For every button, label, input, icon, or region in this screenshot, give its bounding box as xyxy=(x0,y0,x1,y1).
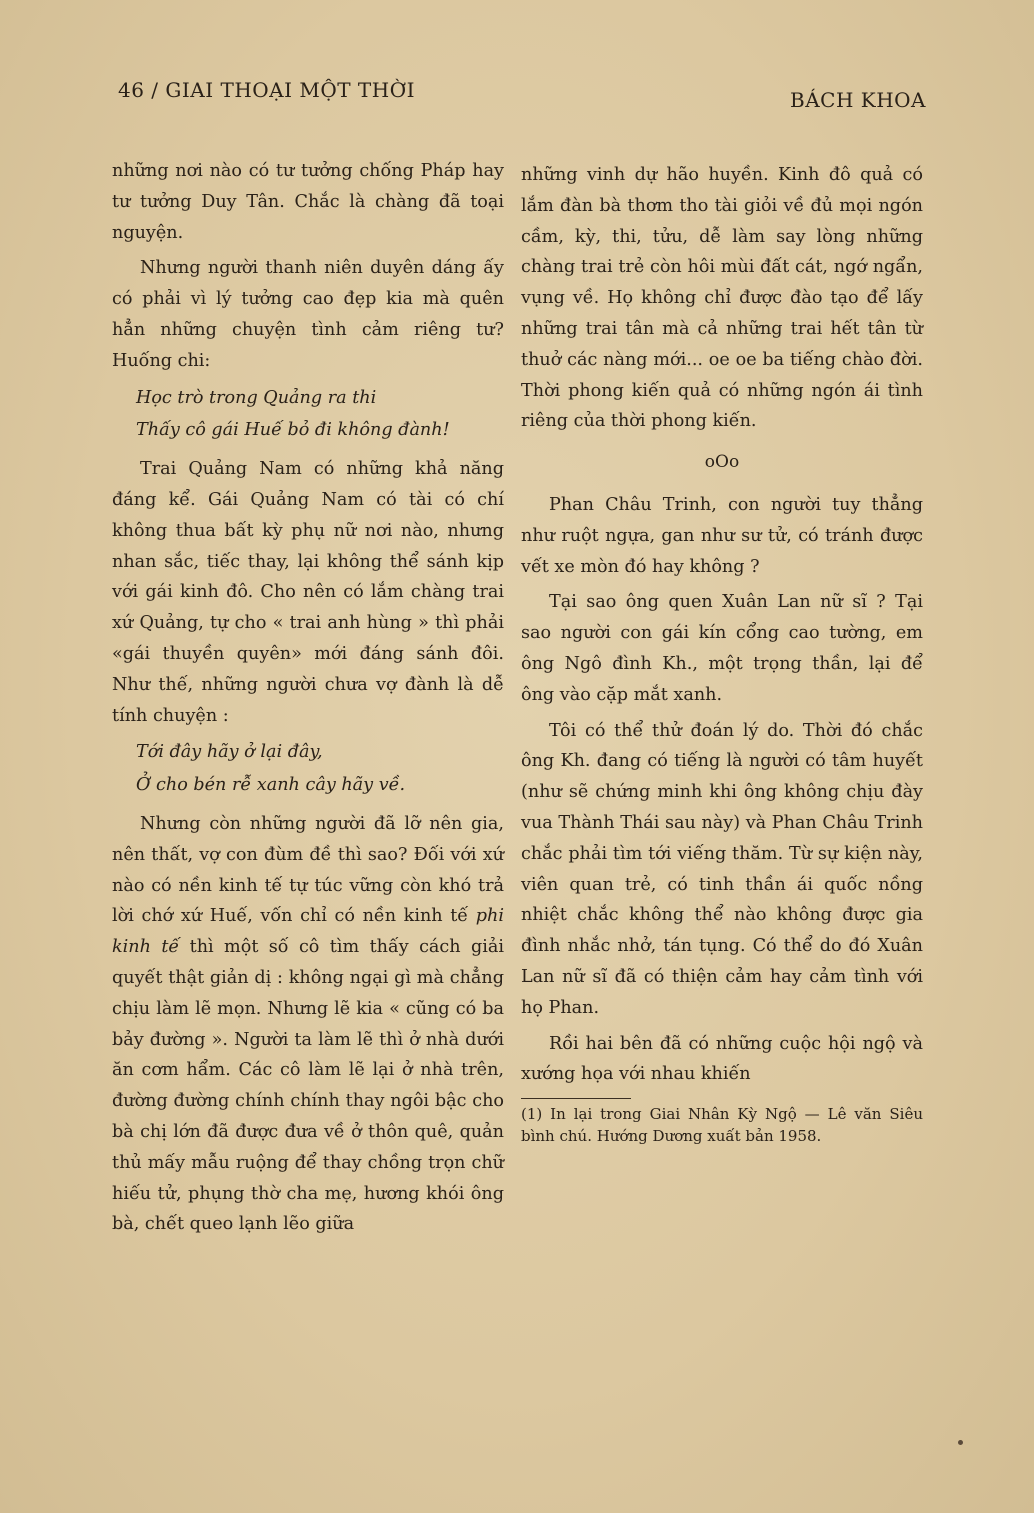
text-run: Nhưng còn những người đã lỡ nên gia, nên thất, vợ con đùm đề thì sao? Đối với xứ nào có nền kinh tế tự túc vững còn khó trả lời chớ xứ Huế, vốn chỉ có nền kinh tế xyxy=(112,813,504,927)
paragraph: Tôi có thể thử đoán lý do. Thời đó chắc ông Kh. đang có tiếng là người có tâm huyết (như sẽ chứng minh khi ông không chịu đày vua Thành Thái sau này) và Phan Châu Trinh chắc phải tìm tới viếng thăm. Từ sự kiện này, viên quan trẻ, có tinh thần ái quốc nồng nhiệt chắc không thể nào không được gia đình nhắc nhở, tán tụng. Có thể do đó Xuân Lan nữ sĩ đã có thiện cảm hay cảm tình với họ Phan. xyxy=(521,720,923,1018)
verse-line: Thấy cô gái Huế bỏ đi không đành! xyxy=(136,420,450,441)
paragraph: Phan Châu Trinh, con người tuy thẳng như ruột ngựa, gan như sư tử, có tránh được vết xe mòn đó hay không ? xyxy=(521,494,923,577)
paragraph: Tại sao ông quen Xuân Lan nữ sĩ ? Tại sao người con gái kín cổng cao tường, em ông Ngô đình Kh., một trọng thần, lại để ông vào cặp mắt xanh. xyxy=(521,592,923,705)
verse-line: Học trò trong Quảng ra thi xyxy=(136,387,377,408)
paragraph: Rồi hai bên đã có những cuộc hội ngộ và xướng họa với nhau khiến xyxy=(521,1033,923,1085)
paper-speck xyxy=(958,1440,963,1445)
text-run: thì một số cô tìm thấy cách giải quyết thật giản dị : không ngại gì mà chẳng chịu làm lẽ mọn. Nhưng lẽ kia « cũng có ba bảy đường ». Người ta làm lẽ thì ở nhà dưới ăn cơm hẩm. Các cô làm lẽ lại ở nhà trên, đường đường chính chính thay ngôi bậc cho bà chị lớn đã được đưa về ở thôn quê, quản thủ mấy mẫu ruộng để thay chồng trọn chữ hiếu tử, phụng thờ cha mẹ, hương khói ông bà, chết queo lạnh lẽo giữa xyxy=(112,937,504,1235)
emphasis: phi kinh tế xyxy=(112,906,504,958)
footnote: (1) In lại trong Giai Nhân Kỳ Ngộ — Lê văn Siêu bình chú. Hướng Dương xuất bản 1958. xyxy=(521,1105,923,1146)
paragraph: những vinh dự hão huyền. Kinh đô quả có lắm đàn bà thơm tho tài giỏi về đủ mọi ngón cầm, kỳ, thi, tửu, dễ làm say lòng những chàng trai trẻ còn hôi mùi đất cát, ngớ ngẩn, vụng về. Họ không chỉ được đào tạo để lấy những trai tân mà cả những trai hết tân từ thuở các nàng mới... oe oe ba tiếng chào đời. Thời phong kiến quả có những ngón ái tình riêng của thời phong kiến. xyxy=(521,165,923,432)
paragraph: Nhưng người thanh niên duyên dáng ấy có phải vì lý tưởng cao đẹp kia mà quên hẳn những chuyện tình cảm riêng tư? Huống chi: xyxy=(112,258,504,371)
running-head-right: BÁCH KHOA xyxy=(790,88,926,112)
left-column xyxy=(112,156,504,1245)
running-head-left: 46 / GIAI THOẠI MỘT THỜI xyxy=(118,78,416,102)
verse-line: Ở cho bén rễ xanh cây hãy về. xyxy=(136,775,406,796)
paragraph xyxy=(112,809,504,1240)
section-separator: oOo xyxy=(704,452,740,473)
footnote-rule xyxy=(521,1098,631,1099)
right-column xyxy=(521,160,923,1152)
paragraph: Trai Quảng Nam có những khả năng đáng kể. Gái Quảng Nam có tài có chí không thua bất kỳ phụ nữ nơi nào, nhưng nhan sắc, tiếc thay, lại không thể sánh kịp với gái kinh đô. Cho nên có lắm chàng trai xứ Quảng, tự cho « trai anh hùng » thì phải «gái thuyền quyên» mới đáng sánh đôi. Như thế, những người chưa vợ đành là dễ tính chuyện : xyxy=(112,459,504,726)
verse-line: Tới đây hãy ở lại đây, xyxy=(136,742,323,763)
paragraph: những nơi nào có tư tưởng chống Pháp hay tư tưởng Duy Tân. Chắc là chàng đã toại nguyện. xyxy=(112,161,504,243)
